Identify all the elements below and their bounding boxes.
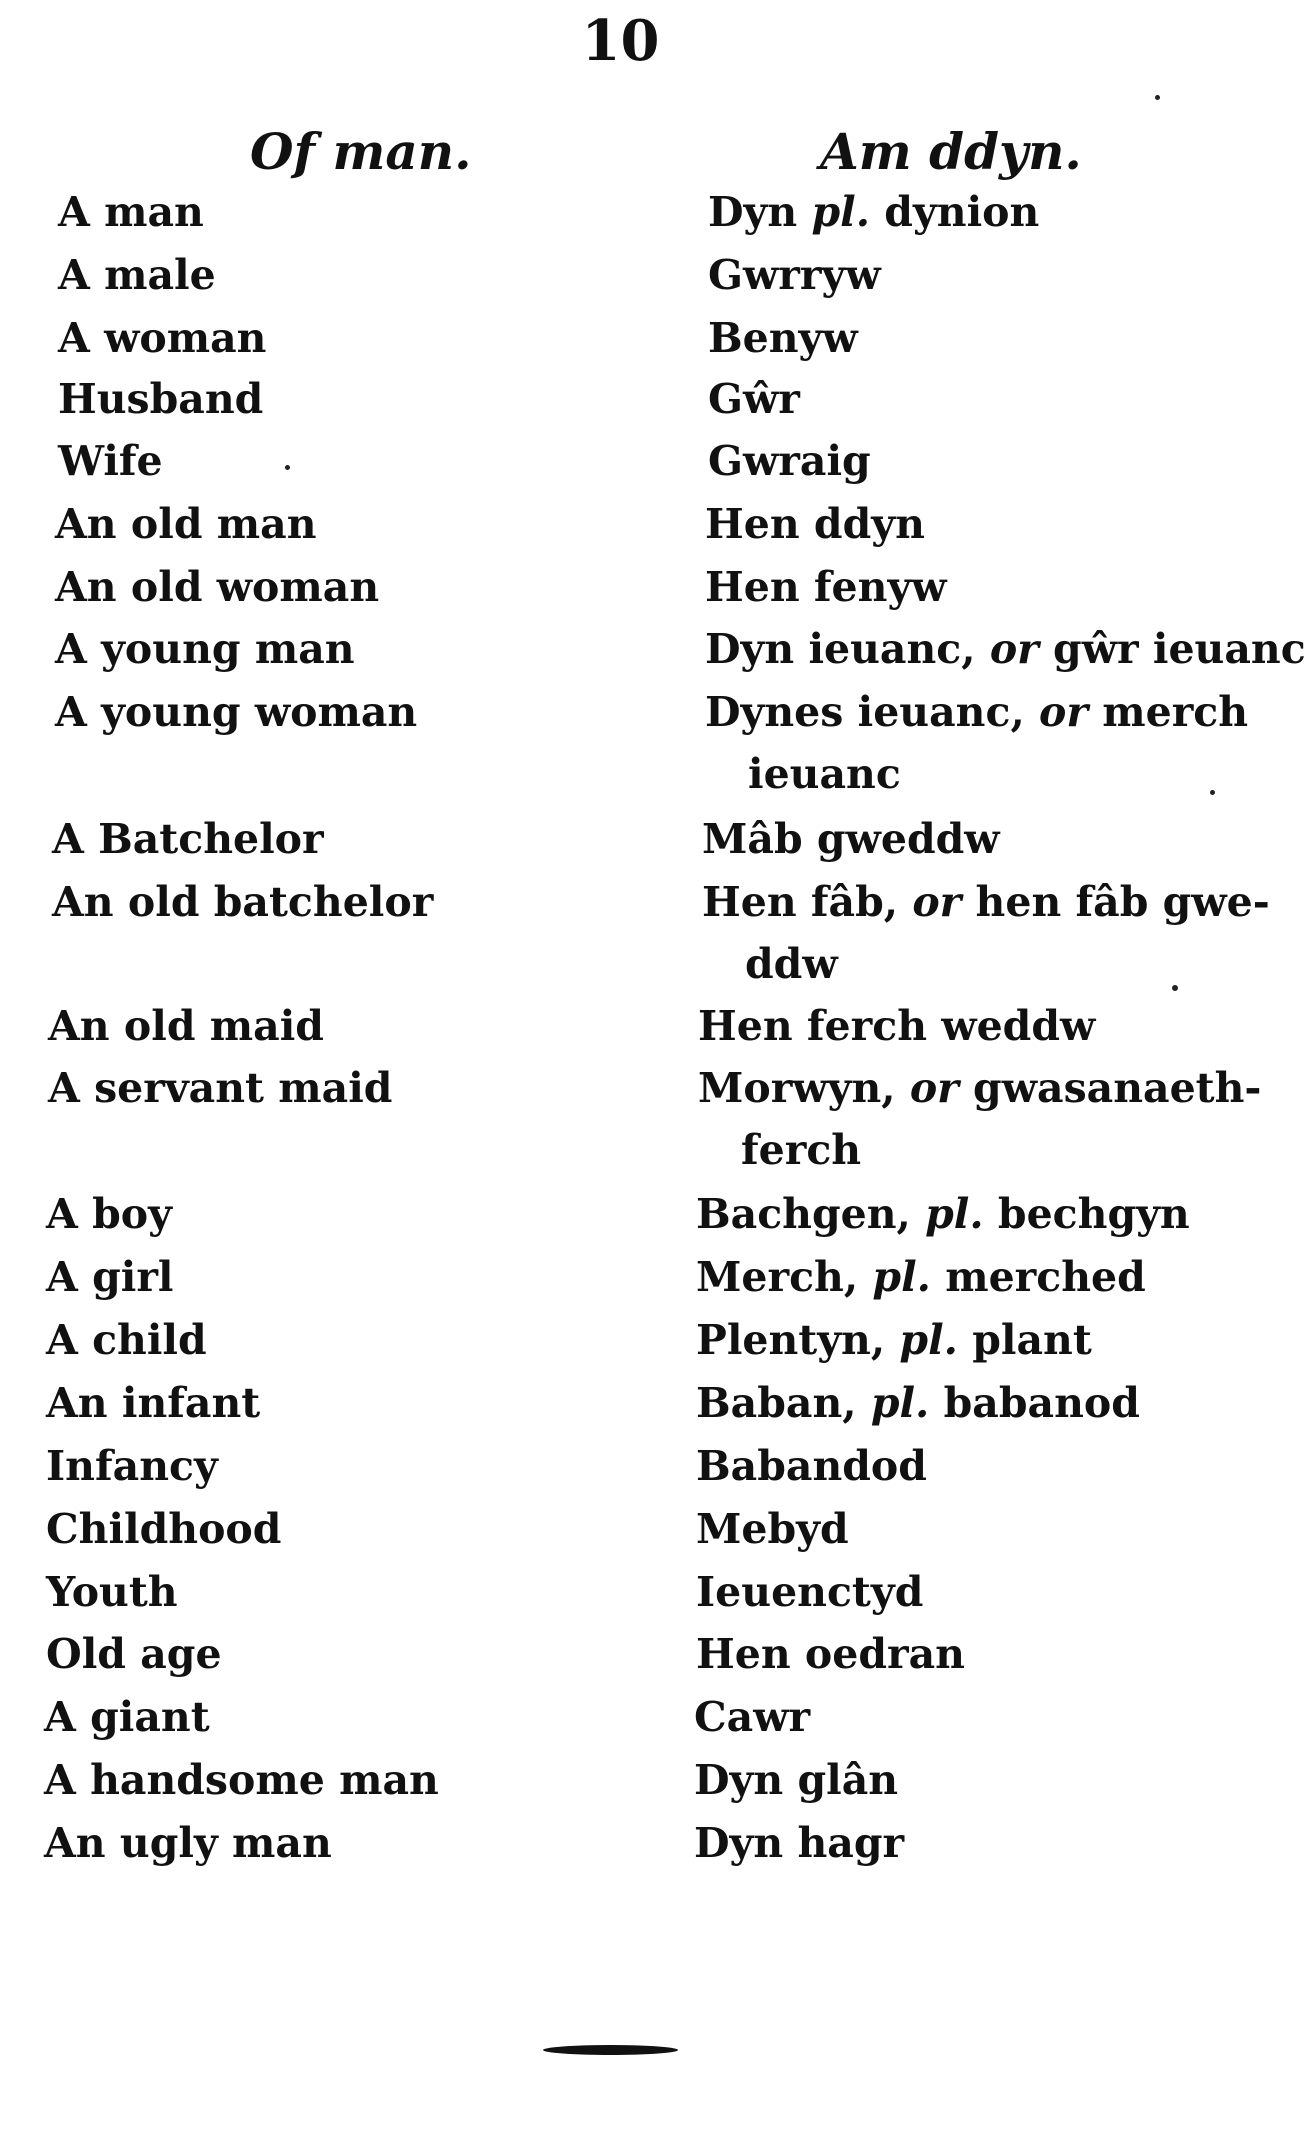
entry-row [44, 1819, 1200, 1879]
section-heading-welsh: Am ddyn. [820, 122, 1082, 181]
welsh-term: Gwrryw [708, 251, 881, 299]
welsh-term: Cawr [694, 1693, 811, 1741]
english-term: An old maid [48, 1002, 324, 1050]
english-term: Wife [58, 437, 163, 485]
entry-row [46, 1379, 1200, 1439]
welsh-term: Dynes ieuanc, or merch [705, 688, 1249, 736]
entry-row [44, 1756, 1200, 1816]
welsh-term: Mâb gweddw [702, 815, 1000, 863]
entry-row [55, 563, 1200, 623]
print-speck [1155, 95, 1160, 100]
english-term: An old batchelor [52, 878, 434, 926]
welsh-term: Hen ferch weddw [698, 1002, 1096, 1050]
welsh-term: Dyn ieuanc, or gŵr ieuanc [705, 625, 1306, 673]
english-term: Old age [46, 1630, 222, 1678]
welsh-term: Dyn glân [694, 1756, 899, 1804]
english-term: Childhood [46, 1505, 282, 1553]
entry-row [52, 878, 1270, 988]
entry-row [48, 1002, 1200, 1062]
welsh-term: Hen fâb, or hen fâb gwe- [702, 878, 1270, 926]
entry-row [58, 437, 1200, 497]
entry-row [46, 1505, 1200, 1565]
entry-row [46, 1253, 1200, 1313]
english-term: A servant maid [48, 1064, 393, 1112]
welsh-term: Benyw [708, 314, 858, 362]
welsh-term: Merch, pl. merched [696, 1253, 1146, 1301]
welsh-term: Plentyn, pl. plant [696, 1316, 1092, 1364]
english-term: A Batchelor [52, 815, 324, 863]
entry-row [55, 500, 1200, 560]
welsh-term: Baban, pl. babanod [696, 1379, 1140, 1427]
english-term: A young man [55, 625, 355, 673]
english-term: A man [58, 188, 204, 236]
english-term: Husband [58, 375, 264, 423]
english-term: An old man [55, 500, 317, 548]
english-term: A child [46, 1316, 207, 1364]
entry-row [58, 314, 1200, 374]
page-number: 10 [581, 8, 660, 74]
english-term: A handsome man [44, 1756, 439, 1804]
english-term: Youth [46, 1568, 178, 1616]
welsh-term-continuation: ddw [745, 940, 838, 988]
welsh-term: Hen fenyw [705, 563, 947, 611]
print-speck [1210, 790, 1215, 795]
english-term: A giant [44, 1693, 210, 1741]
english-term: A boy [46, 1190, 172, 1238]
english-term: An infant [46, 1379, 261, 1427]
welsh-term: Ieuenctyd [696, 1568, 924, 1616]
entry-row [55, 625, 1306, 685]
welsh-term: Dyn pl. dynion [708, 188, 1040, 236]
welsh-term: Hen oedran [696, 1630, 965, 1678]
entry-row [46, 1568, 1200, 1628]
welsh-term-continuation: ieuanc [748, 750, 901, 798]
entry-row [55, 688, 1249, 798]
entry-row [52, 815, 1200, 875]
entry-row [46, 1442, 1200, 1502]
print-speck [285, 465, 290, 470]
welsh-term-continuation: ferch [741, 1126, 862, 1174]
print-speck [1172, 985, 1178, 991]
welsh-term: Babandod [696, 1442, 927, 1490]
welsh-term: Hen ddyn [705, 500, 925, 548]
english-term: A male [58, 251, 216, 299]
entry-row [58, 188, 1200, 248]
welsh-term: Dyn hagr [694, 1819, 905, 1867]
welsh-term: Gwraig [708, 437, 871, 485]
welsh-term: Mebyd [696, 1505, 849, 1553]
english-term: Infancy [46, 1442, 218, 1490]
entry-row [48, 1064, 1262, 1174]
english-term: A girl [46, 1253, 174, 1301]
entry-row [58, 251, 1200, 311]
entry-row [46, 1190, 1200, 1250]
entry-row [46, 1316, 1200, 1376]
welsh-term: Morwyn, or gwasanaeth- [698, 1064, 1262, 1112]
welsh-term: Gŵr [708, 375, 800, 423]
welsh-term: Bachgen, pl. bechgyn [696, 1190, 1190, 1238]
end-ornament [543, 2045, 678, 2055]
english-term: A woman [58, 314, 267, 362]
english-term: A young woman [55, 688, 418, 736]
section-heading-english: Of man. [250, 122, 472, 181]
english-term: An ugly man [44, 1819, 332, 1867]
entry-row [58, 375, 1200, 435]
english-term: An old woman [55, 563, 380, 611]
entry-row [46, 1630, 1200, 1690]
entry-row [44, 1693, 1200, 1753]
